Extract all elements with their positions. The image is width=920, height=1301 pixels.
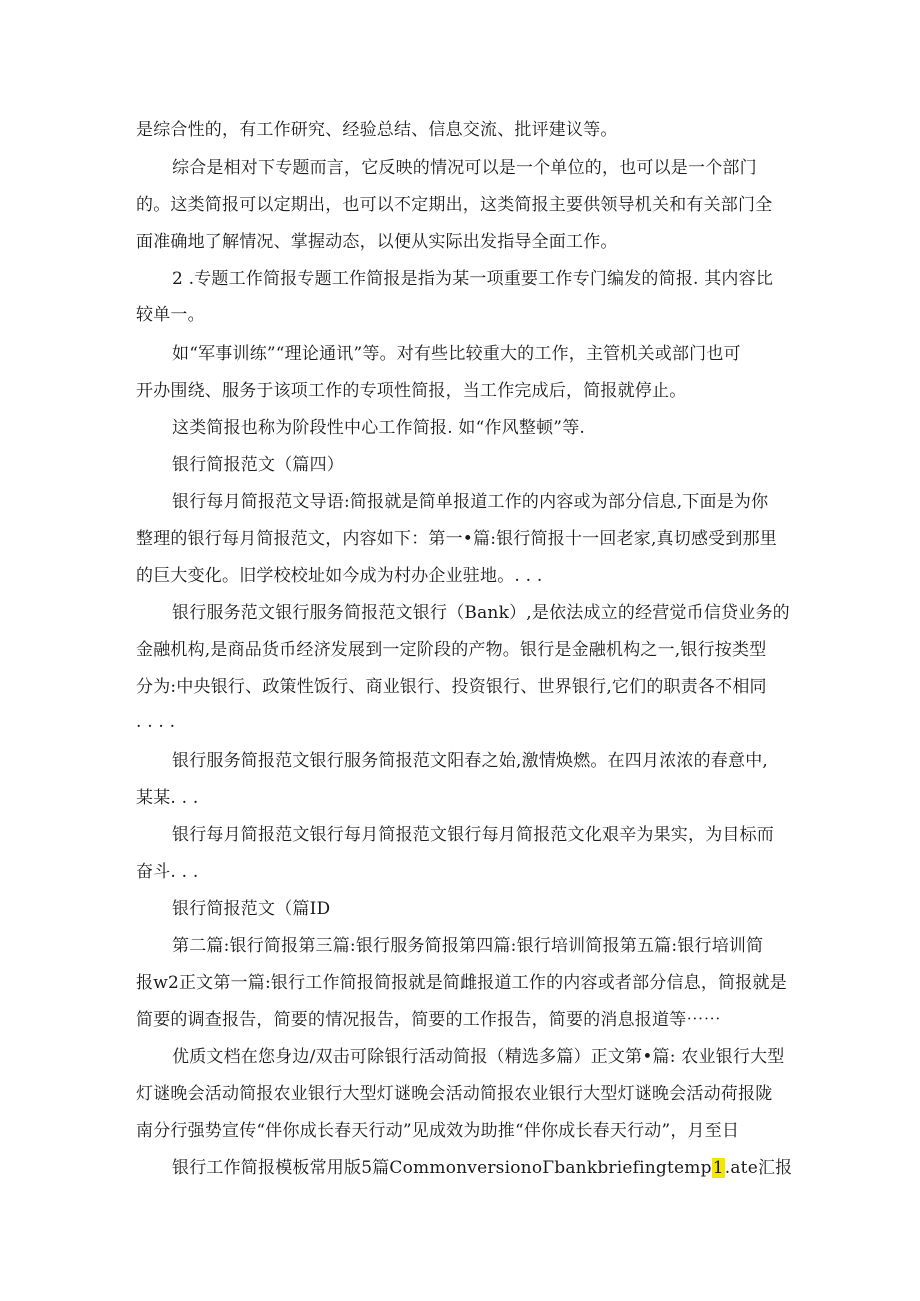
text-line: 整理的银行每月简报范文，内容如下：第一•篇:银行简报十一回老家,真切感受到那里 [136, 529, 777, 549]
text-line: 简要的调查报告，简要的情况报告，简要的工作报告，简要的消息报道等⋯⋯ [136, 1010, 721, 1030]
text-line: 奋斗. . . [136, 862, 199, 882]
text-line: 南分行强势宣传“伴你成长春天行动”见成效为助推“伴你成长春天行动”，月至日 [136, 1121, 740, 1141]
text-line: 的巨大变化。旧学校校址如今成为村办企业驻地。. . . [136, 566, 543, 586]
text-line: 2 .专题工作简报专题工作简报是指为某一项重要工作专门编发的简报. 其内容比 [172, 269, 774, 289]
text-line: 灯谜晚会活动简报农业银行大型灯谜晚会活动简报农业银行大型灯谜晚会活动荷报陇 [136, 1084, 773, 1104]
text-segment: .ate汇报 [724, 1158, 793, 1178]
text-line: 第二篇:银行简报第三篇:银行服务简报第四篇:银行培训简报第五篇:银行培训简 [172, 936, 764, 956]
text-line: 银行服务简报范文银行服务简报范文阳春之始,激情焕燃。在四月浓浓的春意中, [172, 751, 769, 771]
text-line: 金融机构,是商品货币经济发展到一定阶段的产物。银行是金融机构之一,银行按类型 [136, 640, 767, 660]
text-line: . . . . [136, 712, 176, 732]
text-line: 优质文档在您身边/双击可除银行活动简报（精选多篇）正文第•篇: 农业银行大型 [172, 1047, 785, 1067]
section-heading: 银行简报范文（篇四） [172, 455, 344, 475]
text-line: 这类简报也称为阶段性中心工作简报. 如“作风整顿”等. [172, 418, 585, 438]
text-line: 某某. . . [136, 788, 199, 808]
text-line: 的。这类简报可以定期出，也可以不定期出，这类简报主要供领导机关和有关部门全 [136, 195, 773, 215]
section-heading: 银行简报范文（篇ID [172, 899, 331, 919]
text-line: 较单一。 [136, 305, 205, 325]
text-line: 是综合性的，有工作研究、经验总结、信息交流、批评建议等。 [136, 120, 618, 140]
text-segment: 银行工作简报模板常用版5篇CommonversionoΓbankbriefingtemp [172, 1158, 712, 1178]
text-line: 开办围绕、服务于该项工作的专项性简报，当工作完成后，简报就停止。 [136, 381, 687, 401]
text-line: 综合是相对下专题而言，它反映的情况可以是一个单位的，也可以是一个部门 [172, 158, 757, 178]
text-line: 银行每月简报范文银行每月简报范文银行每月简报范文化艰辛为果实，为目标而 [172, 825, 774, 845]
text-line: 分为:中央银行、政策性饭行、商业银行、投资银行、世界银行,它们的职责各不相同 [136, 677, 767, 697]
highlighted-text: 1 [712, 1158, 724, 1178]
text-line: 银行每月简报范文导语:简报就是简单报道工作的内容或为部分信息,下面是为你 [172, 492, 769, 512]
text-line: 报w2正文第一篇:银行工作简报简报就是简雌报道工作的内容或者部分信息，简报就是 [136, 973, 787, 993]
text-line: 面准确地了解情况、掌握动态，以便从实际出发指导全面工作。 [136, 232, 618, 252]
text-line: 如“军事训练”“理论通讯”等。对有些比较重大的工作，主管机关或部门也可 [172, 344, 741, 364]
text-line [172, 1157, 792, 1179]
text-line: 银行服务范文银行服务简报范文银行（Bank）,是依法成立的经营觉币信贷业务的 [172, 603, 790, 623]
